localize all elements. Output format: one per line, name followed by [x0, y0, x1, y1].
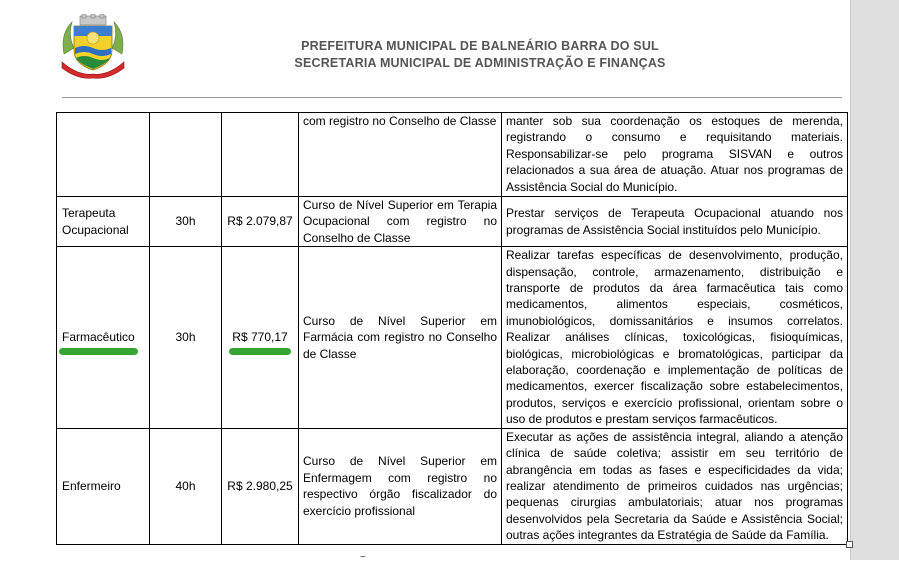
highlighted-salary — [232, 329, 287, 345]
table-row — [57, 428, 848, 544]
position-name-text: Farmacêutico — [62, 330, 135, 345]
cell-salary — [222, 247, 299, 428]
table-row — [57, 197, 848, 247]
cell-description: Realizar tarefas específicas de desenvolvimento, produção, dispensação, controle, armazenamento, distribuição e transporte de produtos da área farmacêutica tais como medicamentos, alimentos especiais, cosméticos, imunobiológicos, domissanitários e insumos correlatos. Realizar análises clínicas, toxicológicas, fisioquímicas, biológicas, microbiológicas e bromatológicas, participar da elaboração, coordenação e implementação de políticas de medicamentos, exercer fiscalização sobre estabelecimentos, produtos, serviços e exercício profissional, orientam sobre o uso de produtos e prestam serviços farmacêuticos. — [502, 247, 848, 428]
municipal-coat-of-arms — [58, 14, 128, 80]
table-row — [57, 113, 848, 197]
cell-weekly-hours: 40h — [150, 428, 222, 544]
cell-requirement: Curso de Nível Superior em Terapia Ocupacional com registro no Conselho de Classe — [299, 197, 502, 247]
cell-requirement: com registro no Conselho de Classe — [299, 113, 502, 197]
job-positions-table — [56, 112, 848, 545]
cell-description: manter sob sua coordenação os estoques de merenda, registrando o consumo e requisitando materiais. Responsabilizar-se pelo programa SISVAN e outros relacionados a sua área de atuação. Atuar nos programas de Assistência Social do Município. — [502, 113, 848, 197]
cell-weekly-hours: 30h — [150, 247, 222, 428]
cell-weekly-hours — [150, 113, 222, 197]
cell-description: Prestar serviços de Terapeuta Ocupacional atuando nos programas de Assistência Social instituídos pelo Município. — [502, 197, 848, 247]
cell-position-name: Enfermeiro — [57, 428, 150, 544]
salary-text: R$ 770,17 — [232, 330, 288, 345]
cell-position-name: Terapeuta Ocupacional — [57, 197, 150, 247]
cell-description: Executar as ações de assistência integral, aliando a atenção clínica de saúde coletiva; assistir em seu território de abrangência em todas as fases e especificidades da vida; realizar atendimento de primeiros cuidados nas urgências; pequenas cirurgias ambulatoriais; atuar nos programas desenvolvidos pela Secretaria da Saúde e Assistência Social; outras ações integrantes da Estratégia de Saúde da Família. — [502, 428, 848, 544]
window-margin-shade — [850, 0, 899, 560]
cell-requirement: Curso de Nível Superior em Farmácia com registro no Conselho de Classe — [299, 247, 502, 428]
table-row — [57, 247, 848, 428]
table-resize-handle[interactable] — [846, 541, 853, 548]
cell-position-name — [57, 247, 150, 428]
cell-salary — [222, 113, 299, 197]
cell-requirement: Curso de Nível Superior em Enfermagem com registro no respectivo órgão fiscalizador do exercício profissional — [299, 428, 502, 544]
next-page-text-fragment: ~ — [360, 552, 366, 563]
header-prefeitura-title: PREFEITURA MUNICIPAL DE BALNEÁRIO BARRA DO SUL — [301, 39, 659, 53]
cell-weekly-hours: 30h — [150, 197, 222, 247]
header-secretaria-title: SECRETARIA MUNICIPAL DE ADMINISTRAÇÃO E FINANÇAS — [294, 56, 666, 70]
cell-salary: R$ 2.980,25 — [222, 428, 299, 544]
green-highlight-mark — [59, 348, 138, 355]
highlighted-position-name — [62, 329, 135, 345]
cell-salary: R$ 2.079,87 — [222, 197, 299, 247]
cell-position-name — [57, 113, 150, 197]
green-highlight-mark — [229, 348, 290, 355]
header-divider — [62, 97, 842, 98]
